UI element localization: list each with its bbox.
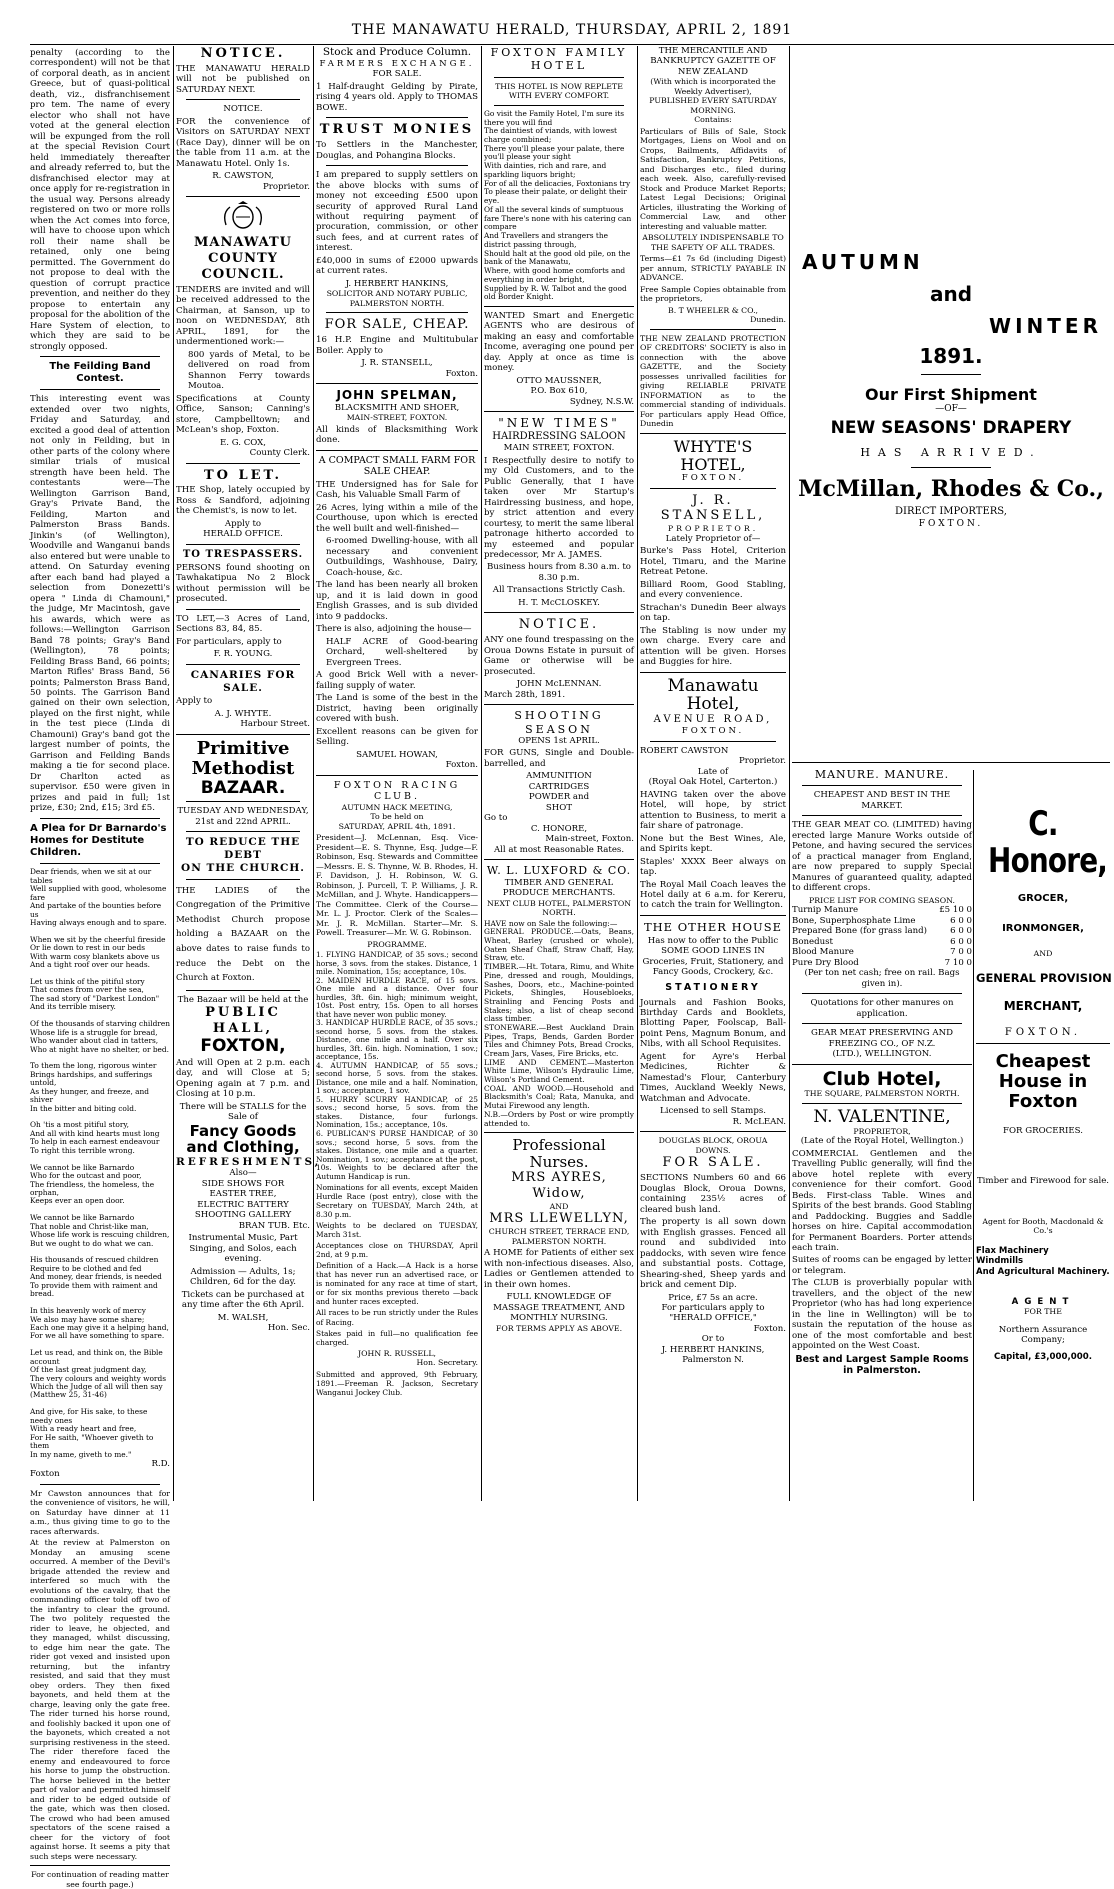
nurses-knowledge: FULL KNOWLEDGE OF MASSAGE TREATMENT, AND MONTHLY NURSING.	[493, 1292, 625, 1324]
douglas-title: DOUGLAS BLOCK, OROUA DOWNS.	[658, 1136, 768, 1155]
bazaar-side: SIDE SHOWS FOR	[201, 1178, 285, 1189]
notice-title: NOTICE.	[200, 46, 286, 61]
manure-signature: GEAR MEAT PRESERVING AND FREEZING CO., OF N.Z.	[810, 1028, 953, 1049]
poem-signature: R.D.	[151, 1458, 170, 1469]
gazette-contains: Contains:	[694, 115, 732, 125]
wanted-box: P.O. Box 610,	[530, 386, 588, 397]
bazaar-title: BAZAAR.	[200, 777, 286, 798]
newtimes-sub: HAIRDRESSING SALOON	[492, 430, 626, 442]
shooting-body: FOR GUNS, Single and Double-barrelled, and	[484, 748, 634, 769]
bazaar-foxton: FOXTON,	[200, 1036, 286, 1057]
luxford-street: NEXT CLUB HOTEL, PALMERSTON NORTH.	[486, 898, 632, 918]
bazaar-role: Hon. Sec.	[267, 1323, 310, 1334]
douglas-sale: FOR SALE.	[662, 1155, 764, 1171]
honore-agent2: AGENT	[1011, 1296, 1075, 1307]
honore-capital: Capital, £3,000,000.	[994, 1351, 1092, 1362]
notice-title: NOTICE.	[518, 617, 600, 633]
newtimes-street: MAIN STREET, FOXTON.	[503, 443, 615, 454]
manure-body: THE GEAR MEAT CO. (LIMITED) having erected large Manure Works outside of Petone, and having secured the services of a practical manager from England, are now prepared to supply Special Manures of guaranteed quality, adapted to different crops.	[792, 820, 972, 894]
council-role: County Clerk.	[249, 448, 310, 459]
manure-price-row	[792, 926, 972, 936]
stansell-late: Lately Proprietor of—	[665, 533, 761, 544]
gazette-signature: B. T WHEELER & CO.,	[667, 305, 759, 315]
bazaar-open: And will Open at 2 p.m. each day, and will Close at 5; Opening again at 7 p.m. and Closing at 10 p.m.	[176, 1057, 310, 1100]
column-rule	[973, 770, 974, 1501]
other-house-title: THE OTHER HOUSE	[643, 919, 782, 934]
drapery-and: and	[929, 282, 973, 306]
stansell-beer: Strachan's Dunedin Beer always on tap.	[640, 602, 786, 624]
whytes-place: FOXTON.	[681, 473, 745, 484]
coat-of-arms-icon	[218, 201, 268, 231]
shooting-sub: OPENS 1st APRIL.	[518, 735, 600, 746]
drapery-winter: WINTER	[989, 314, 1102, 338]
spelman-body: All kinds of Blacksmithing Work done.	[316, 424, 478, 446]
column-rule	[481, 46, 482, 1501]
manure-price-row	[792, 937, 972, 947]
bazaar-hall: PUBLIC HALL,	[205, 1005, 281, 1037]
manure-item-name: Turnip Manure	[792, 905, 859, 916]
racing-definition: Definition of a Hack.—A Hack is a horse that has never run an advertised race, or is nominated for any race at time of start, or for six months previous thereto —back and hunter races excepted.	[316, 1261, 478, 1307]
notice-body: THE MANAWATU HERALD will not be published on SATURDAY NEXT.	[176, 63, 310, 95]
section-heading: Stock and Produce Column.	[322, 46, 472, 58]
manawatu-hotel-role: Proprietor.	[738, 756, 786, 767]
club-hotel-sub: THE SQUARE, PALMERSTON NORTH.	[804, 1089, 960, 1099]
manure-title: MANURE. MANURE.	[814, 768, 950, 781]
council-item: 800 yards of Metal, to be delivered on road from Shannon Ferry towards Moutoa.	[188, 349, 310, 392]
manawatu-hotel-road: AVENUE ROAD,	[653, 714, 773, 726]
drapery-autumn: AUTUMN	[802, 250, 924, 274]
farm-body: 6-roomed Dwelling-house, with all necessary and convenient Outbuildings, Washhouse, Dairy, Coach-house, &c.	[326, 536, 478, 578]
club-hotel-late: (Late of the Royal Hotel, Wellington.)	[800, 1136, 964, 1147]
column-3	[316, 46, 478, 1501]
gazette-free: Free Sample Copies obtainable from the proprietors,	[640, 284, 786, 304]
farm-body: 26 Acres, lying within a mile of the Courthouse, upon which is erected the well built and well-finished—	[316, 502, 478, 534]
notice-body: ANY one found trespassing on the Oroua Downs Estate in pursuit of Game or otherwise will be prosecuted.	[484, 635, 634, 677]
notice-signature: JOHN McLENNAN.	[516, 679, 602, 690]
whytes-title: WHYTE'S HOTEL,	[673, 436, 753, 474]
spelman-sub: BLACKSMITH AND SHOER,	[334, 402, 460, 413]
honore-windmills: Windmills	[976, 1256, 1024, 1267]
forsale-place: Foxton.	[445, 368, 478, 379]
racing-date: SATURDAY, APRIL 4th, 1891.	[338, 821, 456, 831]
douglas-signature: J. HERBERT HANKINS,	[661, 1344, 765, 1355]
gazette-title: THE MERCANTILE AND BANKRUPTCY GAZETTE OF NEW ZEALAND	[650, 46, 776, 77]
tolet2-apply: For particulars, apply to	[176, 636, 282, 647]
column-5	[640, 46, 786, 1501]
farm-body: The land has been nearly all broken up, and it is laid down in good English Grasses, and is sub divided into 9 paddocks.	[316, 580, 478, 622]
gazette-place: Dunedin.	[750, 315, 786, 325]
racing-programme: PROGRAMME.	[367, 939, 427, 949]
drapery-arrived: HAS ARRIVED.	[860, 446, 1042, 459]
honore-line: GENERAL PROVISION	[976, 970, 1112, 985]
exchange-body: 1 Half-draught Gelding by Pirate, rising 4 years old. Apply to THOMAS BOWE.	[316, 81, 478, 113]
manure-item-name: Prepared Bone (for grass land)	[792, 926, 927, 937]
newtimes-signature: H. T. McCLOSKEY.	[518, 597, 600, 608]
masthead: THE MANAWATU HERALD, THURSDAY, APRIL 2, 1891	[351, 22, 793, 38]
bazaar-held: The Bazaar will be held at the	[177, 994, 309, 1005]
racing-signature: JOHN R. RUSSELL,	[358, 1348, 436, 1358]
manure-item-price: 7 10 0	[944, 957, 972, 968]
farm-body: A good Brick Well with a never-failing supply of water.	[316, 670, 478, 691]
wanted-body: WANTED Smart and Energetic AGENTS who are desirous of making an easy and comfortable Income, averaging one pound per day. Apply at once as time is money.	[484, 310, 634, 374]
manure-item-name: Bone, Superphosphate Lime	[792, 915, 916, 926]
nurses-body: A HOME for Patients of either sex with non-infectious diseases. Also, Ladies or Gentlemen attended to in their own homes.	[484, 1248, 634, 1290]
bazaar-also: Also—	[229, 1168, 257, 1179]
honore-assurance: Northern Assurance Company;	[998, 1324, 1088, 1346]
bazaar-body: THE LADIES of the Congregation of the Primitive Methodist Church propose holding a BAZAAR on the above dates to raise funds to reduce the Debt on the Church at Foxton.	[176, 885, 310, 984]
manure-price-row	[792, 916, 972, 926]
manure-item-price: 6 0 0	[950, 926, 972, 937]
nurses-address: CHURCH STREET, TERRACE END, PALMERSTON NORTH.	[488, 1227, 630, 1246]
stationery-signature: R. McLEAN.	[732, 1116, 786, 1127]
column-2	[176, 46, 322, 1501]
family-hotel-title: FOXTON FAMILY HOTEL	[490, 46, 628, 73]
drapery-of: —OF—	[935, 404, 967, 414]
tolet-title: TO LET.	[203, 467, 283, 483]
shooting-prices: All at most Reasonable Rates.	[493, 844, 625, 855]
notice-title: NOTICE.	[223, 104, 263, 115]
family-hotel-verse: Go visit the Family Hotel, I'm sure its there you will find The daintiest of viands, with lowest charge combined; There you'll please your palate, there you'll please your sight With dainties, rich and rare, and sparkling liquors bright; For of all the delicacies, Foxtonians try To please their palate, or delight their eye. Of all the several kinds of sumptuous fare There's none with his catering can compare And Travellers and strangers the district passing through, Should halt at the good old pile, on the bank of the Manawatu, Where, with good home comforts and everything in order bright, Supplied by R. W. Talbot and the good old Border Knight.	[484, 108, 632, 302]
column-4	[484, 46, 634, 1501]
poem-place: Foxton	[30, 1469, 60, 1480]
farm-body: There is also, adjoining the house—	[316, 624, 472, 635]
bazaar-music: Instrumental Music, Part Singing, and Solos, each evening.	[188, 1233, 298, 1265]
forsale-body: 16 H.P. Engine and Multitubular Boiler. Apply to	[316, 335, 478, 356]
exchange-sale: FOR SALE.	[372, 69, 422, 80]
manure-price-row	[792, 958, 972, 968]
honore-and: AND	[1033, 949, 1053, 959]
bazaar-dates: TUESDAY AND WEDNESDAY,	[177, 806, 309, 817]
manawatu-hotel-coach: The Royal Mail Coach leaves the Hotel daily at 6 a.m. for Kereru, to catch the train for Wellington.	[640, 879, 786, 911]
drapery-year: 1891.	[919, 344, 983, 368]
racing-sub: AUTUMN HACK MEETING,	[341, 802, 453, 812]
douglas-or: Or to	[701, 1334, 725, 1345]
newtimes-cash: All Transactions Strictly Cash.	[492, 585, 626, 596]
nurses-name: MRS LLEWELLYN,	[489, 1211, 629, 1227]
club-hotel-suites: Suites of rooms can be engaged by letter or telegram.	[792, 1255, 972, 1276]
notice-signature: R. CAWSTON,	[212, 171, 274, 182]
farm-place: Foxton.	[445, 760, 478, 771]
club-hotel-body: COMMERCIAL Gentlemen and the Travelling Public generally, will find the above hotel replete with every convenience for their comfort. Good Beds. First-class Table. Wines and Spirits of the best brands. Good Stabling and Paddocking. Buggies and Saddle horses on hire. Capital accommodation for Permanent Boarders. Porter attends each train.	[792, 1148, 972, 1253]
drapery-shipment: Our First Shipment	[865, 385, 1037, 404]
racing-nominations: Nominations for all events, except Maiden Hurdle Race (post entry), close with the Secretary on TUESDAY, March 24th, at 8.30 p.m.	[316, 1183, 478, 1220]
racing-title: FOXTON RACING CLUB.	[333, 779, 461, 803]
racing-role: Hon. Secretary.	[416, 1358, 478, 1368]
council-spec: Specifications at County Office, Sanson; Canning's store, Campbelltown; and McLean's shop, Foxton.	[176, 393, 310, 436]
notice-role: Proprietor.	[262, 181, 310, 192]
manure-price-row	[792, 947, 972, 957]
column-rule	[637, 46, 638, 1501]
wanted-signature: OTTO MAUSSNER,	[516, 375, 602, 386]
gazette-body: Particulars of Bills of Sale, Stock Mortgages, Liens on Wool and on Crops, Bailments, Affidavits of Satisfaction, Bankruptcy Petitions, and Discharges etc., filed during each week. Also, carefully-revised Stock and Produce Market Reports; Latest Legal Decisions; Original Articles, illustrating the Working of Commercial Law, and other interesting and valuable matter.	[640, 126, 786, 231]
article-paragraph: At the review at Palmerston on Monday an amusing scene occurred. A member of the Devil's brigade attended the review and interfered so much with the evolutions of the cavalry, that the commanding officer told off two of the infantry to clear the ground. The two politely requested the rider to leave, he objected, and they managed, whilst discussing, to edge him near the gate. The rider got vexed and insisted upon returning, but the infantry resisted, and said that they must obey orders. They then fixed bayonets, and held them at the charge, leaving only the gate free. The rider turned his horse round, and foolishly backed it upon one of the bayonets, which created a not surprising restiveness in the steed. The rider therefore faced the enemy and endeavoured to force his horse to jump the obstruction. The horse believed in the better part of valor and permitted himself and rider to be edged outside of the gate, which was then closed. The crowd who had been amused spectators of the scene raised a cheer for the victory of foot against horse. It seems a pity that such steps were necessary.	[30, 1538, 170, 1861]
drapery-place: FOXTON.	[918, 519, 984, 529]
article-paragraph: penalty (according to the correspondent) will not be that of corporal death, as in ancient Greece, but of quasi-political death, viz., disfranchisement pro tem. The name of every elector who shall not have voted at the general election will be expunged from the roll at the special Revision Court held immediately thereafter and already referred to, but the disfranchised elector may at once apply for re-registration in the usual way. Persons already registered on two or more rolls when the Act comes into force, will have to choose upon which roll their name shall be retained, only one being permitted. The Government do not propose to deal with the question of corrupt practice prevention, and neither do they propose to entertain any proposal for the abolition of the Hare System of election, to which they are said to be strongly opposed.	[30, 48, 170, 352]
tolet-apply: Apply to	[224, 518, 262, 529]
stansell-title: J. R. STANSELL,	[660, 492, 766, 524]
shooting-item: AMMUNITION	[526, 771, 592, 782]
stansell-stable: The Stabling is now under my own charge. Every care and attention will be given. Horses and Buggies for hire.	[640, 625, 786, 668]
bazaar-reduce: TO REDUCE THE DEBT	[185, 836, 301, 861]
drapery-importers: DIRECT IMPORTERS,	[895, 506, 1007, 517]
nurses-title: Professional Nurses.	[512, 1136, 606, 1171]
manure-item-price: 7 0 0	[950, 947, 972, 958]
tolet2-signature: F. R. YOUNG.	[213, 649, 273, 660]
manawatu-hotel-body: HAVING taken over the above Hotel, will hope, by strict attention to Business, to merit a fair share of patronage.	[640, 789, 786, 832]
other-house-body: Has now to offer to the Public SOME GOOD LINES IN Groceries, Fruit, Stationery, and Fancy Goods, Crockery, &c.	[642, 935, 784, 978]
manure-price-row	[792, 905, 972, 915]
manure-item-name: Pure Dry Blood	[792, 957, 859, 968]
gazette-with: (With which is incorporated the Weekly Advertiser),	[650, 77, 776, 96]
luxford-title: W. L. LUXFORD & CO.	[486, 864, 632, 878]
protection-body: THE NEW ZEALAND PROTECTION OF CREDITORS' SOCIETY is also in connection with the above GAZETTE, and the Society possesses unrivalled facilities for giving RELIABLE PRIVATE INFORMATION as to the commercial standing of individuals. For particulars apply Head Office, Dunedin	[640, 333, 786, 429]
manure-signature2: (LTD.), WELLINGTON.	[832, 1049, 932, 1060]
manawatu-hotel-place: FOXTON.	[681, 726, 745, 737]
gazette-published: PUBLISHED EVERY SATURDAY MORNING.	[649, 96, 777, 115]
bazaar-admission: Admission — Adults, 1s; Children, 6d for the day.	[189, 1266, 297, 1288]
honore-agent: Agent for Booth, Macdonald & Co.'s	[982, 1216, 1104, 1236]
manure-quote: Quotations for other manures on application.	[810, 998, 954, 1019]
article-heading: The Feilding Band Contest.	[49, 361, 151, 385]
column-rule	[173, 46, 174, 1501]
canaries-place: Harbour Street.	[240, 719, 310, 730]
bazaar-tickets: Tickets can be purchased at any time after the 6th April.	[181, 1289, 305, 1311]
club-hotel-role: PROPRIETOR,	[853, 1126, 911, 1136]
bazaar-bran: BRAN TUB. Etc.	[238, 1220, 310, 1231]
douglas-office: "HERALD OFFICE,"	[669, 1313, 757, 1324]
trust-role: SOLICITOR AND NOTARY PUBLIC, PALMERSTON NORTH.	[326, 289, 468, 308]
spelman-title: JOHN SPELMAN,	[336, 388, 458, 403]
club-hotel-best: Best and Largest Sample Rooms in Palmerston.	[795, 1353, 969, 1377]
article-paragraph: This interesting event was extended over two nights, Friday and Saturday, and excited a good deal of attention not only in Feilding, but in other parts of the colony where similar trials of musical strength have been held. The contestants were—The Wellington Garrison Band, Gray's Private Band, the Feilding, Marton and Palmerston Brass Bands. Jinkin's (of Wellington), Woodville and Wanganui bands also entered but were unable to attend. On Saturday evening after each band had played a selection from Donezetti's opera " Linda di Chamouni," the judge, Mr Macintosh, gave his awards, which were as follows:—Wellington Garrison Band 78 points; Gray's Band (Wellington), 78 points; Feilding Brass Band, 66 points; Marton Rifles' Brass Band, 56 points; Palmerston Brass Band, 50 points. The Garrison Band gained on their own selection, played on the first night, while in the test piece (Linda di Chamouni) Gray's band got the largest number of points, the Garrison and Feilding Bands making a tie for second place. Dr Charlton acted as supervisor. £50 were given in prizes and paid in full; 1st prize, £30; 2nd, £15; 3rd £5.	[30, 394, 170, 814]
manure-item-name: Blood Manure	[792, 947, 854, 958]
poem: Dear friends, when we sit at our tables Well supplied with good, wholesome fare And partake of the bounties before us Having always enough and to spare. When we sit by the cheerful fireside Or lie down to rest in our beds With warm cosy blankets above us And a tight roof over our heads. Let us think of the pitiful story That comes from over the sea, The sad story of "Darkest London" And its terrible misery. Of the thousands of starving children Whose life is a struggle for bread, Who wander about clad in tatters, Who at night have no shelter, or bed. To them the long, rigorous winter Brings hardships, and sufferings untold, As they hunger, and freeze, and shiver In the bitter and biting cold. Oh 'tis a most pitiful story, And all with kind hearts must long To help in each earnest endeavour To right this terrible wrong. We cannot be like Barnardo Who for the outcast and poor, The friendless, the homeless, the orphan, Keeps ever an open door. We cannot be like Barnardo That noble and Christ-like man, Whose life work is rescuing children, But we ought to do what we can. His thousands of rescued children Require to be clothed and fed And money, dear friends, is needed To provide them with raiment and bread. In this heavenly work of mercy We also may have some share; Each one may give it a helping hand, For we all have something to spare. Let us read, and think on, the Bible account Of the last great judgment day, The very colours and weighty words Which the Judge of all will then say (Matthew 25, 31-46) And give, for His sake, to these needy ones With a ready heart and free, For He saith, "Whoever giveth to them In my name, giveth to me."	[30, 867, 171, 1459]
club-hotel-club: The CLUB is proverbially popular with travellers, and the object of the new Proprietor (who has had long experience in the line in Wellington) will be to sustain the reputation of the house as one of the most comfortable and best appointed on the West Coast.	[792, 1278, 972, 1352]
douglas-place: Foxton.	[753, 1323, 786, 1334]
manawatu-hotel-late: Late of	[697, 766, 729, 777]
bazaar-dates2: 21st and 22nd APRIL.	[195, 816, 291, 827]
column-rule	[313, 46, 314, 1501]
douglas-apply: For particulars apply to	[661, 1302, 765, 1313]
nurses-terms: FOR TERMS APPLY AS ABOVE.	[495, 1323, 623, 1333]
farm-body: The Land is some of the best in the District, having been originally covered with bush.	[316, 693, 478, 725]
stansell-billiard: Billiard Room, Good Stabling, and every convenience.	[640, 579, 786, 601]
bazaar-easter: EASTER TREE,	[209, 1189, 277, 1200]
racing-weights: Weights to be declared on TUESDAY, March 31st.	[316, 1221, 478, 1240]
drapery-company: McMillan, Rhodes & Co.,	[798, 476, 1104, 502]
bazaar-fancy: Fancy Goods and Clothing,	[186, 1121, 300, 1157]
stationery-licence: Licensed to sell Stamps.	[660, 1106, 766, 1117]
wanted-place: Sydney, N.S.W.	[569, 396, 634, 407]
canaries-apply: Apply to	[176, 696, 213, 707]
honore-place: FOXTON.	[1004, 1027, 1082, 1039]
manure-item-price: 6 0 0	[950, 936, 972, 947]
douglas-signature2: Palmerston N.	[682, 1355, 744, 1366]
tolet2-body: TO LET,—3 Acres of Land, Sections 83, 84, 85.	[176, 613, 310, 635]
racing-acceptances: Acceptances close on THURSDAY, April 2nd, at 9 p.m.	[316, 1241, 478, 1260]
shooting-goto: Go to	[484, 813, 508, 824]
honore-for: FOR THE	[1024, 1307, 1062, 1317]
douglas-body2: The property is all sown down with English grasses. Fenced all round and subdivided into paddocks, with seven wire fence and substantial posts. Cottage, Shearing-shed, Sheep yards and brick and cement Dip.	[640, 1217, 786, 1291]
spelman-street: MAIN-STREET, FOXTON.	[346, 413, 448, 423]
honore-line: IRONMONGER,	[1002, 922, 1084, 934]
trespass-title: TO TRESPASSERS.	[182, 548, 304, 560]
shooting-signature: C. HONORE,	[530, 823, 588, 834]
racing-held: To be held on	[370, 812, 424, 822]
honore-line: MERCHANT,	[1003, 998, 1083, 1013]
manure-item-price: £5 10 0	[939, 905, 972, 916]
farm-title: A COMPACT SMALL FARM FOR SALE CHEAP.	[318, 454, 476, 478]
stansell-body: Burke's Pass Hotel, Criterion Hotel, Timaru, and the Marine Retreat Petone.	[640, 546, 786, 578]
tolet-office: HERALD OFFICE.	[203, 529, 283, 540]
bazaar-signature: M. WALSH,	[217, 1312, 269, 1323]
drapery-new: NEW SEASONS' DRAPERY	[830, 418, 1072, 438]
tolet-body: THE Shop, lately occupied by Ross & Sandford, adjoining the Chemist's, is now to let.	[176, 485, 310, 517]
honore-cheapest: Cheapest House in Foxton	[995, 1051, 1091, 1113]
manawatu-hotel-beer: Staples' XXXX Beer always on tap.	[640, 856, 786, 878]
bazaar-church: ON THE CHURCH.	[181, 861, 305, 874]
continuation-note: For continuation of reading matter see fourth page.)	[31, 1870, 169, 1889]
section-rule	[792, 762, 1110, 763]
stationery-title: STATIONERY	[665, 981, 761, 993]
club-hotel-proprietor: N. VALENTINE,	[813, 1106, 951, 1127]
notice-date: March 28th, 1891.	[484, 689, 566, 700]
newtimes-hours: Business hours from 8.30 a.m. to 8.30 p.m.	[487, 562, 631, 583]
honore-groceries: FOR GROCERIES.	[1003, 1125, 1083, 1136]
trust-sum: £40,000 in sums of £2000 upwards at current rates.	[316, 255, 478, 277]
stationery-body: Journals and Fashion Books, Birthday Cards and Booklets, Blotting Paper, Foolscap, Ball-point Pens, Magnum Bonum, and Nibs, with all School Requisites.	[640, 997, 786, 1050]
manure-per: (Per ton net cash; free on rail. Bags given in).	[804, 968, 960, 989]
canaries-title: CANARIES FOR SALE.	[190, 668, 296, 694]
notice-body: FOR the convenience of Visitors on SATURDAY NEXT (Race Day), dinner will be on the table from 11 a.m. at the Manawatu Hotel. Only 1s.	[176, 116, 310, 169]
trust-signature: J. HERBERT HANKINS,	[345, 278, 449, 289]
club-hotel-title: Club Hotel,	[822, 1067, 942, 1090]
manawatu-hotel-title: Manawatu Hotel,	[667, 675, 759, 715]
trust-body: I am prepared to supply settlers on the above blocks with sums of money not exceeding £500 upon security of approved Rural Land without requiring payment of procuration, commission, or other such fees, and at current rates of interest.	[316, 170, 478, 254]
nurses-and: AND	[549, 1201, 569, 1211]
bazaar-heading: Primitive Methodist	[191, 737, 295, 779]
shooting-item: POWDER and	[528, 792, 590, 803]
luxford-body: HAVE now on Sale the following:— GENERAL PRODUCE.—Oats, Beans, Wheat, Barley (crushed or whole), Oaten Sheaf Chaff, Straw Chaff, Hay, Straw, etc. TIMBER.—Ht. Totara, Rimu, and White Pine, dressed and rough, Mouldings, Sashes, Doors, etc., Machine-pointed Pickets, Shingles, Housebloeks, Strainling and Fencing Posts and Stakes; also, a list of cheap second class timber. STONEWARE.—Best Auckland Drain Pipes, Traps, Bends, Garden Border Tiles and Chimney Pots, Bread Crocks, Cream Jars, Vases, Fire Bricks, etc. LIME AND CEMENT.—Masterton White Lime, Wilson's Hydraulic Lime, Wilson's Portland Cement. COAL AND WOOD.—Household and Blacksmith's Coal; Rata, Manuka, and Mutai Firewood any length. N.B.—Orders by Post or wire promptly attended to.	[484, 918, 634, 1128]
manawatu-hotel-late2: (Royal Oak Hotel, Carterton.)	[648, 777, 778, 788]
bazaar-refresh: REFRESHMENTS,	[176, 1155, 322, 1168]
honore-agri: And Agricultural Machinery.	[976, 1266, 1110, 1277]
bazaar-battery: ELECTRIC BATTERY	[197, 1199, 289, 1210]
stansell-role: PROPRIETOR.	[667, 524, 759, 534]
manawatu-hotel-wines: None but the Best Wines, Ale, and Spirits kept.	[640, 833, 786, 855]
manure-item-price: 6 0 0	[950, 915, 972, 926]
gazette-indispensable: ABSOLUTELY INDISPENSABLE TO THE SAFETY OF ALL TRADES.	[642, 233, 784, 252]
council-title: MANAWATU COUNTY COUNCIL.	[194, 235, 292, 282]
shooting-item: CARTRIDGES	[528, 781, 590, 792]
manure-price-list	[792, 905, 972, 968]
honore-timber: Timber and Firewood for sale.	[976, 1176, 1110, 1187]
farm-signature: SAMUEL HOWAN,	[356, 749, 438, 760]
trust-title: TRUST MONIES	[319, 122, 475, 138]
honore-line: GROCER,	[1017, 892, 1069, 904]
manure-price-heading: PRICE LIST FOR COMING SEASON.	[809, 895, 955, 905]
council-signature: E. G. COX,	[219, 437, 267, 448]
shooting-item: SHOT	[545, 802, 573, 813]
newtimes-body: I Respectfully desire to notify to my Old Customers, and to the Public Generally, that I have taken over Mr Startup's Hairdressing business, and hope, by strict attention and every courtesy, to merit the same liberal patronage hitherto accorded to my esteemed and popular predecessor, Mr A. JAMES.	[484, 455, 634, 560]
family-hotel-sub: THIS HOTEL IS NOW REPLETE WITH EVERY COMFORT.	[495, 81, 623, 101]
bazaar-gallery: SHOOTING GALLERY	[194, 1210, 292, 1221]
column-1	[30, 46, 171, 1889]
exchange-title: FARMERS EXCHANGE.	[319, 58, 475, 69]
honore-flax: Flax Machinery	[976, 1245, 1049, 1256]
column-6	[792, 768, 972, 1501]
racing-races: 1. FLYING HANDICAP, of 35 sovs.; second horse, 3 sovs. from the stakes. Distance, 1 mile. Nomination, 15s; acceptance, 10s. 2. MAIDEN HURDLE RACE, of 15 sovs. One mile and a distance. Over four hurdles, 3ft. 6in. high; minimum weight, 10st. Post entry, 15s. Open to all horses that have never won public money. 3. HANDICAP HURDLE RACE, of 35 sovs.; second horse, 5 sovs. from the stakes. Distance, one mile and a half. Over six hurdles, 3ft. 6in. high. Nomination, 1 sov.; acceptance, 15s. 4. AUTUMN HANDICAP, of 55 sovs.; second horse, 5 sovs. from the stakes. Distance, one mile and a half. Nomination, 1 sov.; acceptance, 1 sov. 5. HURRY SCURRY HANDICAP, of 25 sovs.; second horse, 5 sovs. from the stakes. Distance, four furlongs. Nomination, 15s.; acceptance, 10s. 6. PUBLICAN'S PURSE HANDICAP, of 30 sovs.; second horse, 5 sovs. from the stakes. Distance, one mile and a quarter. Nomination, 1 sov.; acceptance at the post, 10s. Weights to be declared after the Autumn Handicap is run.	[316, 950, 478, 1181]
manure-item-name: Bonedust	[792, 936, 834, 947]
honore-title: C. Honore,	[988, 804, 1108, 882]
racing-submitted: Submitted and approved, 9th February, 1891.—Freeman R. Jackson, Secretary Wanganui Jockey Club.	[316, 1369, 478, 1397]
shooting-place: Main-street, Foxton.	[545, 834, 634, 845]
column-7	[976, 770, 1110, 1501]
drapery-ad	[792, 250, 1110, 580]
farm-body: THE Undersigned has for Sale for Cash, his Valuable Small Farm of	[316, 479, 478, 501]
douglas-price: Price, £7 5s an acre.	[668, 1292, 758, 1303]
masthead-rule	[30, 44, 1114, 45]
article-paragraph: Mr Cawston announces that for the convenience of visitors, he will, on Saturday have dinner at 11 a.m., thus giving time to go to the races afterwards.	[30, 1488, 170, 1536]
canaries-signature: A. J. WHYTE.	[214, 708, 272, 719]
article-heading: A Plea for Dr Barnardo's Homes for Destitute Children.	[30, 822, 167, 859]
newtimes-title: "NEW TIMES"	[498, 416, 620, 431]
manure-sub: CHEAPEST AND BEST IN THE MARKET.	[813, 790, 951, 811]
racing-officers: President—J. McLennan, Esq. Vice-President—E. S. Thynne, Esq. Judge—F. Robinson, Esq. Stewards and Committee—Messrs. E. S. Thynne, W. B. Rhodes, H. F. Davidson, J. H. Robinson, W. G. Robinson, J. Purcell, T. P. Williams, J. R. McMillan, and J. Whyte. Handicappers—The Committee. Clerk of the Course—Mr. L. J. Proctor. Clerk of the Scales—Mr. J. R. McMillan. Starter—Mr. S. Powell. Treasurer—Mr. W. G. Robinson.	[316, 833, 478, 938]
council-body: TENDERS are invited and will be received addressed to the Chairman, at Sanson, up to noon on WEDNESDAY, 8th APRIL, 1891, for the undermentioned work:—	[176, 284, 310, 348]
gazette-terms: Terms—£1 7s 6d (including Digest) per annum, STRICTLY PAYABLE IN ADVANCE.	[640, 254, 786, 283]
douglas-body: SECTIONS Numbers 60 and 66 Douglas Block, Oroua Downs, containing 235½ acres of cleared bush land.	[640, 1173, 786, 1215]
bazaar-stalls: There will be STALLS for the Sale of	[179, 1101, 307, 1123]
nurses-name: MRS AYRES, Widow,	[511, 1170, 607, 1202]
manawatu-hotel-signature: ROBERT CAWSTON	[640, 745, 729, 756]
forsale-title: FOR SALE, CHEAP.	[324, 317, 470, 333]
trespass-body: PERSONS found shooting on Tawhakatipua No 2 Block without permission will be prosecuted.	[176, 562, 310, 605]
stationery-agent: Agent for Ayre's Herbal Medicines, Richter & Namestad's Flour, Canterbury Times, Auckland Weekly News, Watchman and Advocate.	[640, 1051, 786, 1104]
farm-body: Excellent reasons can be given for Selling.	[316, 726, 478, 748]
farm-body: HALF ACRE of Good-bearing Orchard, well-sheltered by Evergreen Trees.	[326, 636, 478, 668]
racing-rules: All races to be run strictly under the Rules of Racing.	[316, 1308, 478, 1327]
racing-stakes: Stakes paid in full—no qualification fee charged.	[316, 1328, 478, 1347]
column-rule	[789, 46, 790, 1501]
forsale-signature: J. R. STANSELL,	[361, 358, 433, 369]
trust-sub: To Settlers in the Manchester, Douglas, and Pohangina Blocks.	[316, 140, 478, 161]
luxford-sub: TIMBER AND GENERAL PRODUCE MERCHANTS.	[502, 877, 616, 899]
shooting-title: SHOOTING SEASON	[514, 709, 604, 736]
